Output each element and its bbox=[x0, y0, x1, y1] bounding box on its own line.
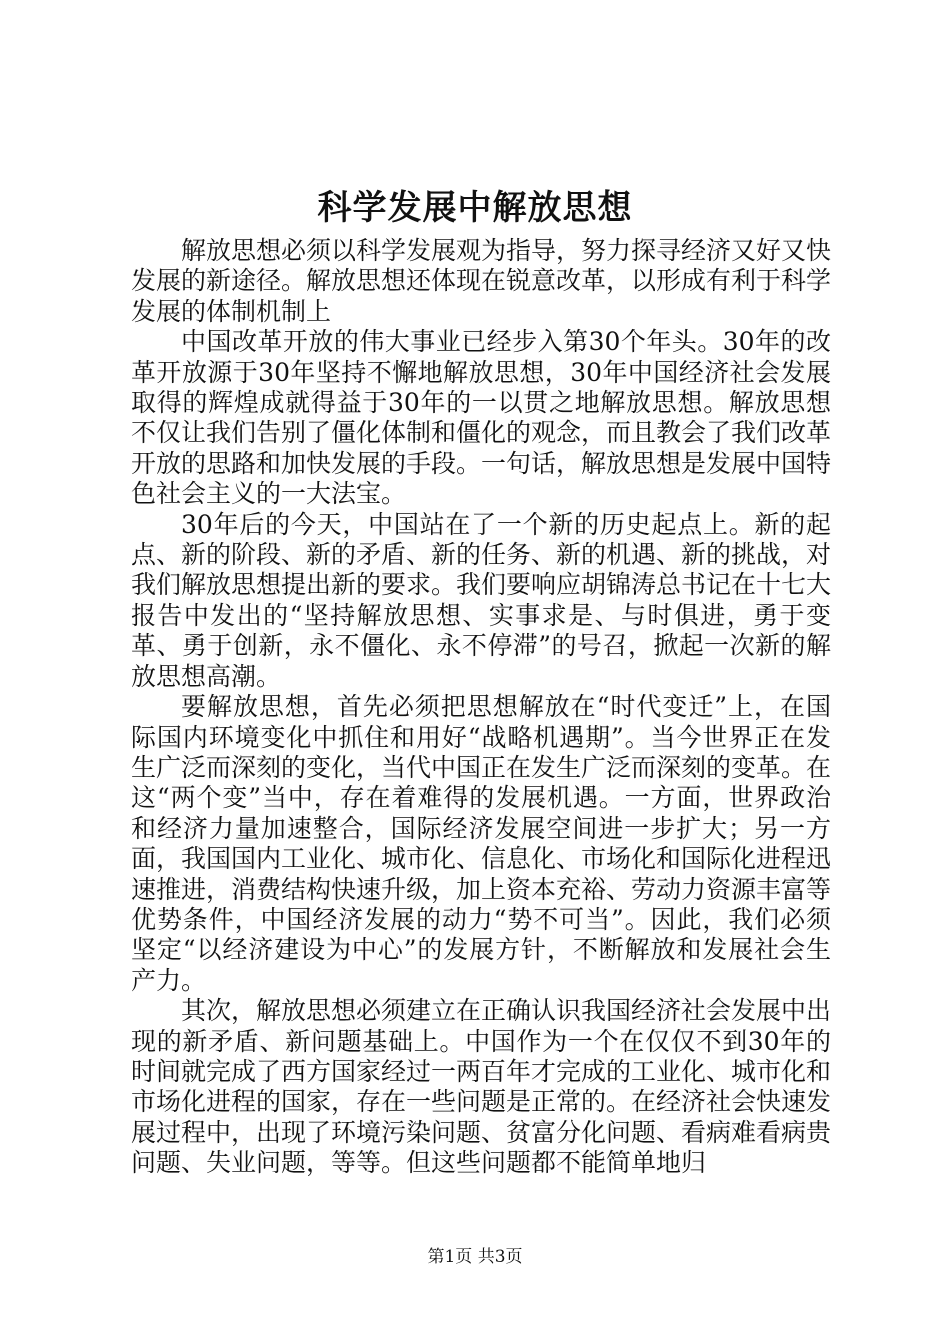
paragraph-2: 中国改革开放的伟大事业已经步入第30个年头。30年的改革开放源于30年坚持不懈地解放思想，30年中国经济社会发展取得的辉煌成就得益于30年的一以贯之地解放思想。解放思想不仅让我们告别了僵化体制和僵化的观念，而且教会了我们改革开放的思路和加快发展的手段。一句话，解放思想是发展中国特色社会主义的一大法宝。 bbox=[131, 327, 832, 509]
document-body bbox=[131, 236, 831, 1179]
page-number-footer: 第1页 共3页 bbox=[427, 1247, 523, 1267]
paragraph-1: 解放思想必须以科学发展观为指导，努力探寻经济又好又快发展的新途径。解放思想还体现在锐意改革，以形成有利于科学发展的体制机制上 bbox=[131, 236, 832, 326]
paragraph-3: 30年后的今天，中国站在了一个新的历史起点上。新的起点、新的阶段、新的矛盾、新的任务、新的机遇、新的挑战，对我们解放思想提出新的要求。我们要响应胡锦涛总书记在十七大报告中发出的“坚持解放思想、实事求是、与时俱进，勇于变革、勇于创新，永不僵化、永不停滞”的号召，掀起一次新的解放思想高潮。 bbox=[131, 509, 832, 691]
paragraph-5: 其次，解放思想必须建立在正确认识我国经济社会发展中出现的新矛盾、新问题基础上。中国作为一个在仅仅不到30年的时间就完成了西方国家经过一两百年才完成的工业化、城市化和市场化进程的国家，存在一些问题是正常的。在经济社会快速发展过程中，出现了环境污染问题、贫富分化问题、看病难看病贵问题、失业问题，等等。但这些问题都不能简单地归 bbox=[131, 996, 832, 1178]
paragraph-4: 要解放思想，首先必须把思想解放在“时代变迁”上，在国际国内环境变化中抓住和用好“战略机遇期”。当今世界正在发生广泛而深刻的变化，当代中国正在发生广泛而深刻的变革。在这“两个变”当中，存在着难得的发展机遇。一方面，世界政治和经济力量加速整合，国际经济发展空间进一步扩大；另一方面，我国国内工业化、城市化、信息化、市场化和国际化进程迅速推进，消费结构快速升级，加上资本充裕、劳动力资源丰富等优势条件，中国经济发展的动力“势不可当”。因此，我们必须坚定“以经济建设为中心”的发展方针，不断解放和发展社会生产力。 bbox=[131, 692, 832, 995]
document-title: 科学发展中解放思想 bbox=[317, 188, 633, 228]
